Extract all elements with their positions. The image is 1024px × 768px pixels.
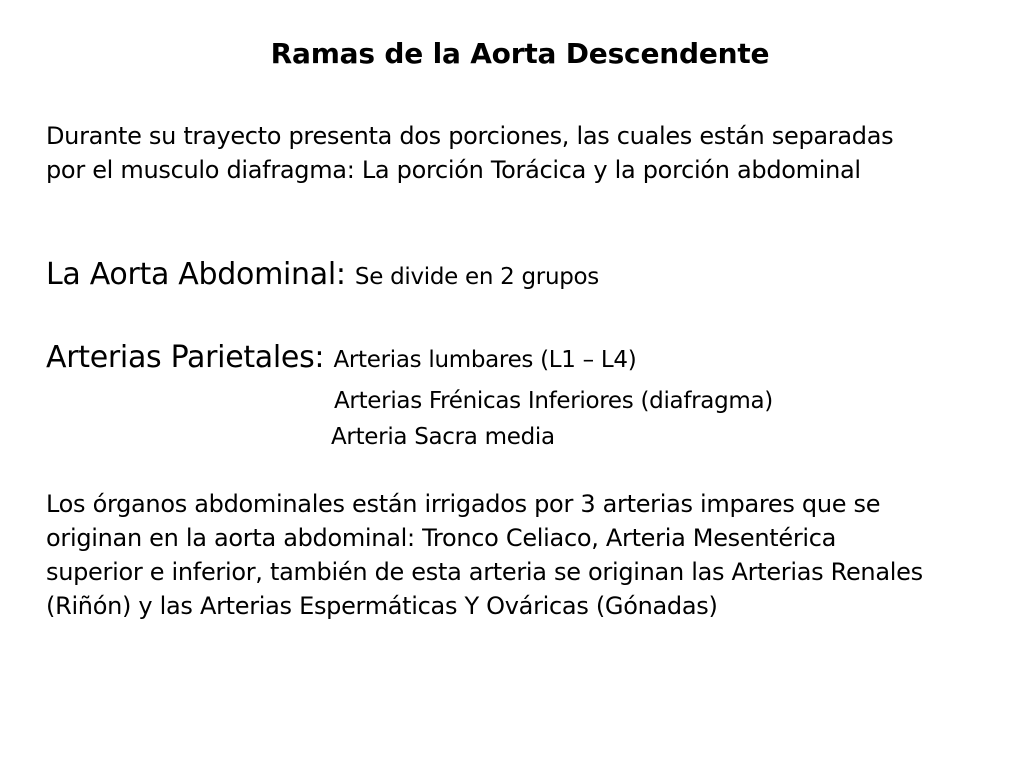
intro-line: Durante su trayecto presenta dos porciones, las cuales están separadas xyxy=(46,122,894,150)
intro-paragraph xyxy=(46,119,893,187)
abdominal-aorta-line xyxy=(46,255,599,297)
abdominal-aorta-heading: La Aorta Abdominal: xyxy=(46,257,355,292)
organs-line: Los órganos abdominales están irrigados por 3 arterias impares que se xyxy=(46,490,881,518)
intro-line: por el musculo diafragma: La porción Torácica y la porción abdominal xyxy=(46,156,861,184)
phrenic-arteries-item: Arterias Frénicas Inferiores (diafragma) xyxy=(334,388,773,414)
abdominal-aorta-note: Se divide en 2 grupos xyxy=(354,264,599,290)
organs-line: originan en la aorta abdominal: Tronco Celiaco, Arteria Mesentérica xyxy=(46,524,837,552)
parietal-arteries-heading: Arterias Parietales: xyxy=(46,340,334,375)
lumbar-arteries-item: Arterias lumbares (L1 – L4) xyxy=(333,347,637,373)
organs-line: superior e inferior, también de esta arteria se originan las Arterias Renales xyxy=(46,558,923,586)
organs-paragraph xyxy=(46,487,923,623)
sacral-artery-item: Arteria Sacra media xyxy=(331,424,555,450)
parietal-arteries-line xyxy=(46,338,636,380)
slide-title: Ramas de la Aorta Descendente xyxy=(270,37,770,70)
organs-line: (Riñón) y las Arterias Espermáticas Y Ováricas (Gónadas) xyxy=(46,592,718,620)
